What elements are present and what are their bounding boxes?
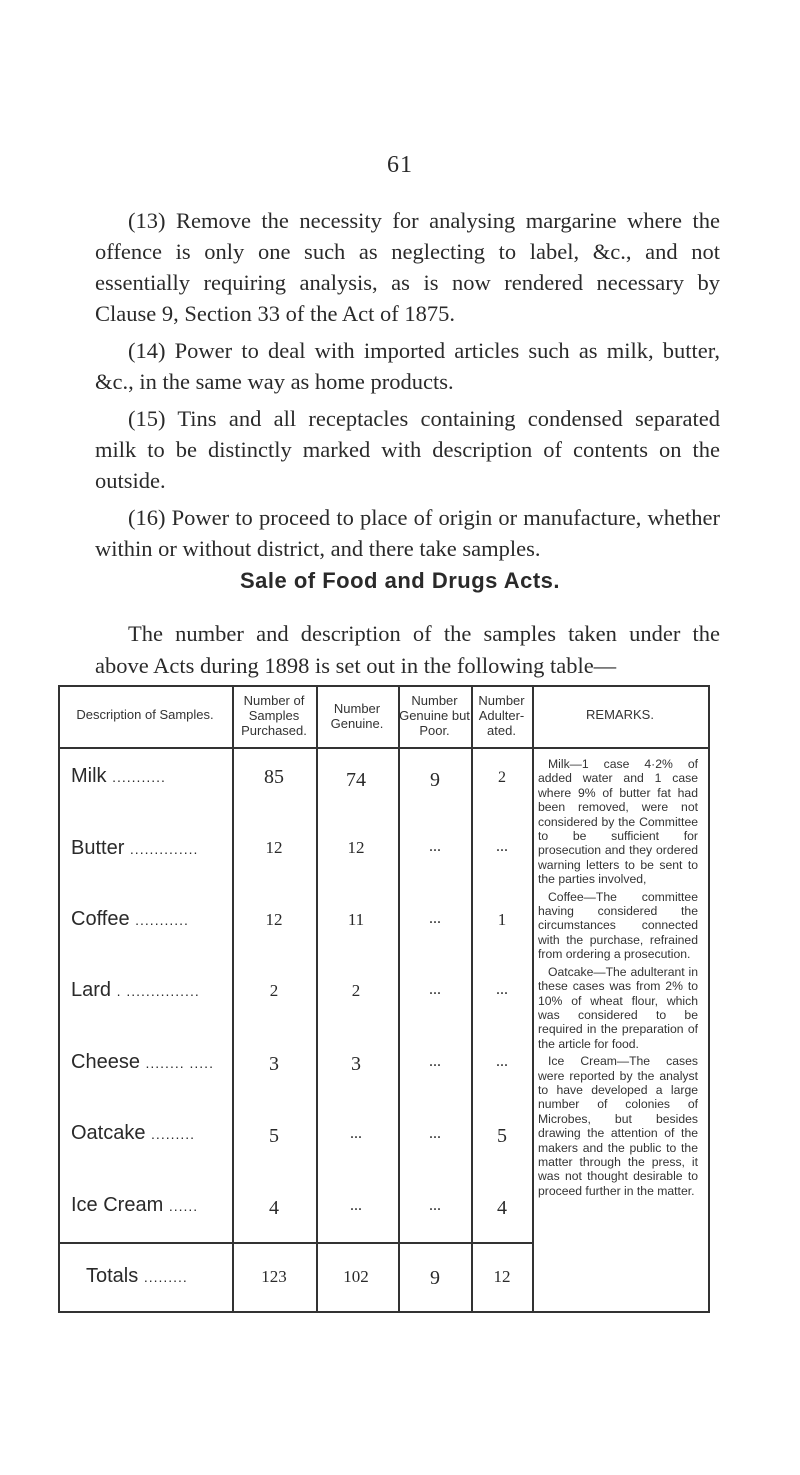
cell-genuine-poor: ...	[429, 1197, 441, 1214]
cell-adulterated: 1	[497, 910, 507, 929]
leader-dots: ......	[168, 1198, 199, 1214]
cell-purchased: 12	[265, 838, 283, 857]
cell-purchased: 4	[269, 1197, 279, 1219]
intro-paragraph: The number and description of the samples taken under the above Acts during 1898 is set out in the following table—	[95, 621, 720, 678]
cell-genuine-poor: ...	[429, 1053, 441, 1070]
header-description: Description of Samples.	[76, 707, 214, 722]
recommendations-list	[95, 205, 720, 570]
leader-dots: ...........	[135, 912, 189, 928]
cell-genuine: 3	[351, 1053, 361, 1075]
remark-oatcake: Oatcake—The adulterant in these cases was from 2% to 10% of wheat flour, which was considered to be required in the preparation of the article for food.	[538, 964, 698, 1051]
row-label: Butter	[71, 837, 125, 859]
cell-purchased: 2	[269, 981, 279, 1000]
leader-dots: .........	[151, 1126, 196, 1142]
page-number: 61	[387, 152, 413, 178]
header-remarks: REMARKS.	[586, 707, 654, 722]
cell-genuine: 74	[346, 769, 366, 791]
cell-genuine: ...	[350, 1197, 362, 1214]
cell-purchased: 85	[264, 766, 284, 788]
row-label: Lard	[71, 979, 112, 1001]
paragraph-15: (15) Tins and all receptacles containing condensed separated milk to be distinctly marked with description of contents on the outside.	[95, 406, 720, 493]
table-right-rule	[708, 685, 710, 1313]
cell-genuine-poor: ...	[429, 910, 441, 927]
row-label: Coffee	[71, 908, 130, 930]
header-purchased: Number of Samples Purchased.	[241, 693, 307, 738]
remarks-column	[538, 757, 698, 1201]
cell-purchased: 12	[265, 910, 283, 929]
header-adulterated: Number Adulter- ated.	[478, 693, 525, 738]
remark-ice-cream: Ice Cream—The cases were reported by the analyst to have developed a large number of colonies of Microbes, but besides drawing the attention of the makers and the public to the matter through the press, it was not thought desirable to proceed further in the matter.	[538, 1054, 698, 1198]
total-adulterated: 12	[493, 1267, 511, 1286]
cell-genuine-poor: ...	[429, 1125, 441, 1142]
row-label: Cheese	[71, 1051, 140, 1073]
table-bottom-rule	[58, 1311, 710, 1313]
total-genuine: 102	[343, 1267, 369, 1286]
header-genuine-poor: Number Genuine but Poor.	[399, 693, 470, 738]
row-label: Oatcake	[71, 1122, 146, 1144]
cell-adulterated: ...	[496, 838, 508, 855]
cell-genuine: 2	[351, 981, 361, 1000]
cell-adulterated: ...	[496, 981, 508, 998]
leader-dots: .........	[143, 1269, 188, 1285]
cell-adulterated: 5	[497, 1125, 507, 1147]
cell-purchased: 5	[269, 1125, 279, 1147]
cell-genuine-poor: ...	[429, 981, 441, 998]
cell-adulterated: 4	[497, 1197, 507, 1219]
cell-adulterated: ...	[496, 1053, 508, 1070]
cell-genuine-poor: 9	[430, 769, 440, 791]
row-label: Milk	[71, 765, 107, 787]
row-label: Ice Cream	[71, 1194, 164, 1216]
cell-purchased: 3	[269, 1053, 279, 1075]
samples-table	[58, 685, 710, 1313]
cell-adulterated: 2	[498, 769, 506, 786]
leader-dots: ........ .....	[145, 1055, 214, 1071]
cell-genuine: ...	[350, 1125, 362, 1142]
paragraph-14: (14) Power to deal with imported articles such as milk, butter, &c., in the same way as home products.	[95, 338, 720, 394]
total-genuine-poor: 9	[430, 1267, 440, 1289]
total-purchased: 123	[261, 1267, 287, 1286]
paragraph-16: (16) Power to proceed to place of origin or manufacture, whether within or without district, and there take samples.	[95, 505, 720, 561]
table-left-rule	[58, 685, 60, 1313]
leader-dots: ..............	[129, 841, 199, 857]
remark-coffee: Coffee—The committee having considered the circumstances connected with the purchase, refrained from ordering a prosecution.	[538, 889, 698, 962]
leader-dots: ...........	[112, 769, 166, 785]
totals-rule	[58, 1242, 532, 1244]
paragraph-13: (13) Remove the necessity for analysing margarine where the offence is only one such as neglecting to label, &c., and not essentially requiring analysis, as is now rendered necessary by Clause 9, Section 33 of the Act of 1875.	[95, 208, 720, 326]
section-title: Sale of Food and Drugs Acts.	[240, 568, 560, 593]
leader-dots: . ...............	[116, 983, 200, 999]
totals-label: Totals	[86, 1265, 139, 1287]
table-top-rule	[58, 685, 710, 687]
header-genuine: Number Genuine.	[330, 701, 384, 731]
cell-genuine: 11	[347, 910, 365, 929]
header-rule	[58, 747, 710, 749]
cell-genuine: 12	[347, 838, 365, 857]
cell-genuine-poor: ...	[429, 838, 441, 855]
remark-milk: Milk—1 case 4·2% of added water and 1 case where 9% of butter fat had been removed, were not considered by the Committee to be sufficient for prosecution and they ordered warning letters to be sent to the parties involved,	[538, 757, 698, 887]
